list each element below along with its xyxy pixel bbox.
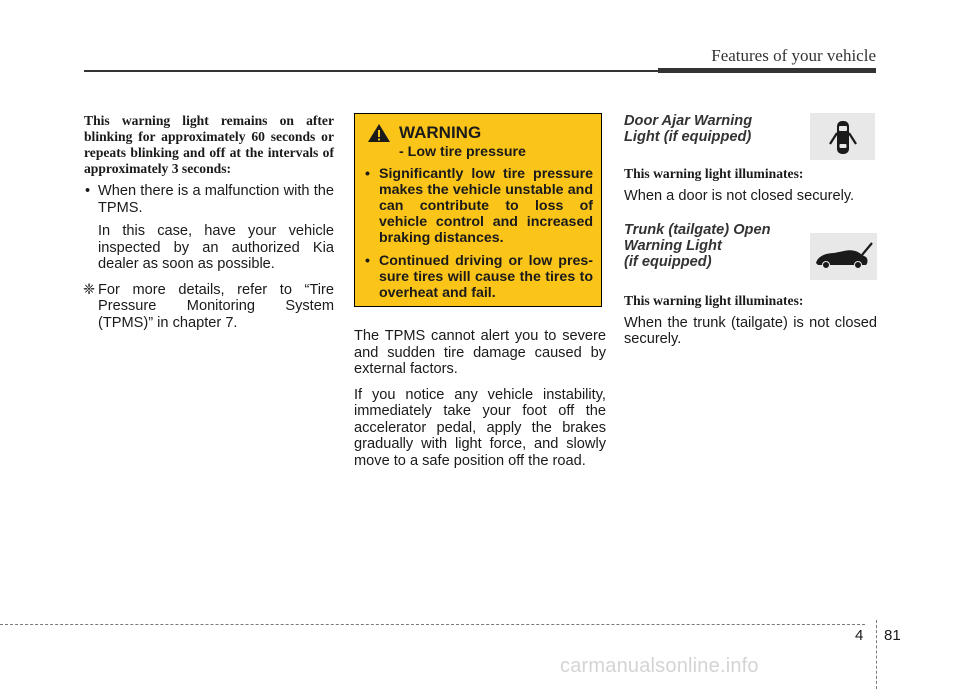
bullet-marker: • [365,253,370,269]
bullet-detail: In this case, have your vehicle inspected by an authorized Kia dealer as soon as possible. [98,223,334,272]
warning-item-text: Continued driving or low pres-sure tires will cause the tires to overheat and fail. [379,253,593,301]
tpms-paragraph: The TPMS cannot alert you to severe and sudden tire damage caused by external factors. [354,328,606,377]
tpms-intro: This warning light remains on after blinking for approximately 60 seconds or repeats blinking and off at the intervals of approximately 3 seconds: [84,113,334,176]
warning-item [363,166,593,246]
note-text: For more details, refer to “Tire Pressure Monitoring System (TPMS)” in chapter 7. [98,281,334,331]
note-marker: ❈ [83,281,96,298]
column-middle [354,113,606,469]
warning-title: WARNING [399,123,482,142]
column-left [84,113,334,331]
trunk-open-icon [810,233,877,280]
header-rule [84,70,660,72]
door-ajar-text: When a door is not closed securely. [624,188,855,204]
note-item [84,282,334,332]
door-ajar-heading: Door Ajar Warning Light (if equipped) [624,113,753,145]
warning-item-text: Significantly low tire pressure makes the vehicle unstable and can contribute to loss of vehicle control and increased braking distances. [379,166,593,246]
page-number: 81 [884,627,901,644]
footer-divider [876,620,877,689]
chapter-number: 4 [855,627,864,644]
bullet-marker: • [85,183,91,199]
header-rule-accent [658,68,876,73]
warning-box [354,113,602,307]
watermark: carmanualsonline.info [560,655,759,677]
warning-subtitle: - Low tire pressure [399,144,526,160]
bullet-text: When there is a malfunction with the TPMS. [98,183,334,216]
warning-triangle-icon [367,123,391,143]
warning-item [363,253,593,301]
running-header: Features of your vehicle [711,46,876,65]
footer-rule [0,624,865,625]
tpms-paragraph: If you notice any vehicle instability, immediately take your foot off the accelerator pedal, apply the brakes gradually with light force, and slowly move to a safe position off the road. [354,386,606,469]
warning-header [367,122,593,144]
trunk-open-heading: Trunk (tailgate) Open Warning Light (if equipped) [624,221,771,270]
trunk-open-text: When the trunk (tailgate) is not closed securely. [624,314,877,347]
bullet-marker: • [365,166,370,182]
door-ajar-lead: This warning light illuminates: [624,166,804,181]
malfunction-bullet [84,183,334,216]
door-ajar-icon [810,113,875,160]
trunk-open-lead: This warning light illuminates: [624,292,804,308]
